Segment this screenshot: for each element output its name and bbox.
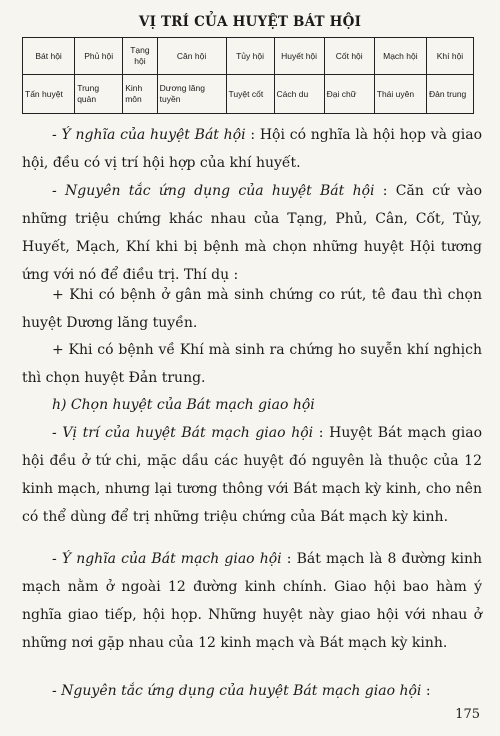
paragraph-label: - Nguyên tắc ứng dụng của huyệt Bát hội [52,183,375,199]
paragraph-meaning-bat-mach [22,545,482,657]
table-header-cell: Mạch hội [374,38,426,75]
table-cell: Tấn huyệt [23,75,75,114]
table-cell: Thái uyên [374,75,426,114]
table-cell: Đản trung [426,75,473,114]
paragraph-text: : [421,683,431,699]
paragraph-meaning-bat-hoi [22,121,482,177]
table-header-cell: Phủ hội [75,38,123,75]
table-cell: Trung quản [75,75,123,114]
table-header-cell: Tạng hội [123,38,157,75]
table-header-cell: Khí hội [426,38,473,75]
table-header-cell: Huyết hội [274,38,324,75]
paragraph-label: - Ý nghĩa của Bát mạch giao hội [52,551,282,567]
table-cell: Tuyệt cốt [226,75,274,114]
table-header-cell: Tủy hội [226,38,274,75]
paragraph-text: : Bát mạch là 8 đường kinh mạch nằm ở ngoài 12 đường kinh chính. Giao hội bao hàm ý nghĩa giao tiếp, hội họp. Những huyệt này giao hội với nhau ở những nơi gặp nhau của 12 kinh mạch và Bát mạch kỳ kinh. [22,551,482,651]
table-header-cell: Cân hội [157,38,226,75]
section-title: VỊ TRÍ CỦA HUYỆT BÁT HỘI [138,14,362,30]
table-header-cell: Cốt hội [324,38,374,75]
paragraph-principle-bat-hoi [22,177,482,289]
paragraph-label: - Nguyên tắc ứng dụng của huyệt Bát mạch giao hội [52,683,422,699]
paragraph-label: - Vị trí của huyệt Bát mạch giao hội [52,425,314,441]
table-row [23,75,474,114]
paragraph-position-bat-mach [22,419,482,531]
paragraph-principle-bat-mach [22,677,482,705]
paragraph-text: : Huyệt Bát mạch giao hội đều ở tứ chi, mặc dầu các huyệt đó nguyên là thuộc của 12 kinh mạch, nhưng lại tương thông với Bát mạch kỳ kinh, cho nên có thể dùng để trị những triệu chứng của Bát mạch kỳ kinh. [22,425,483,525]
table-header-row [23,38,474,75]
table-cell: Kinh môn [123,75,157,114]
table-cell: Đại chữ [324,75,374,114]
table-cell: Cách du [274,75,324,114]
paragraph-example-qi: + Khi có bệnh về Khí mà sinh ra chứng ho suyễn khí nghịch thì chọn huyệt Đản trung. [22,342,482,386]
table-cell: Dương lăng tuyền [157,75,226,114]
table-header-cell: Bát hội [23,38,75,75]
paragraph-text: : Hội có nghĩa là hội họp và giao hội, đều có vị trí hội hợp của khí huyết. [22,127,483,171]
subsection-heading: h) Chọn huyệt của Bát mạch giao hội [52,397,315,413]
bat-hoi-table [22,37,474,114]
page-number: 175 [455,707,480,722]
paragraph-text: : Căn cứ vào những triệu chứng khác nhau của Tạng, Phủ, Cân, Cốt, Tủy, Huyết, Mạch, Khí khi bị bệnh mà chọn những huyệt Hội tương ứng với nó để điều trị. Thí dụ : [22,183,482,283]
paragraph-label: - Ý nghĩa của huyệt Bát hội [52,127,246,143]
paragraph-example-tendon: + Khi có bệnh ở gân mà sinh chứng co rút, tê đau thì chọn huyệt Dương lăng tuyền. [22,287,482,331]
